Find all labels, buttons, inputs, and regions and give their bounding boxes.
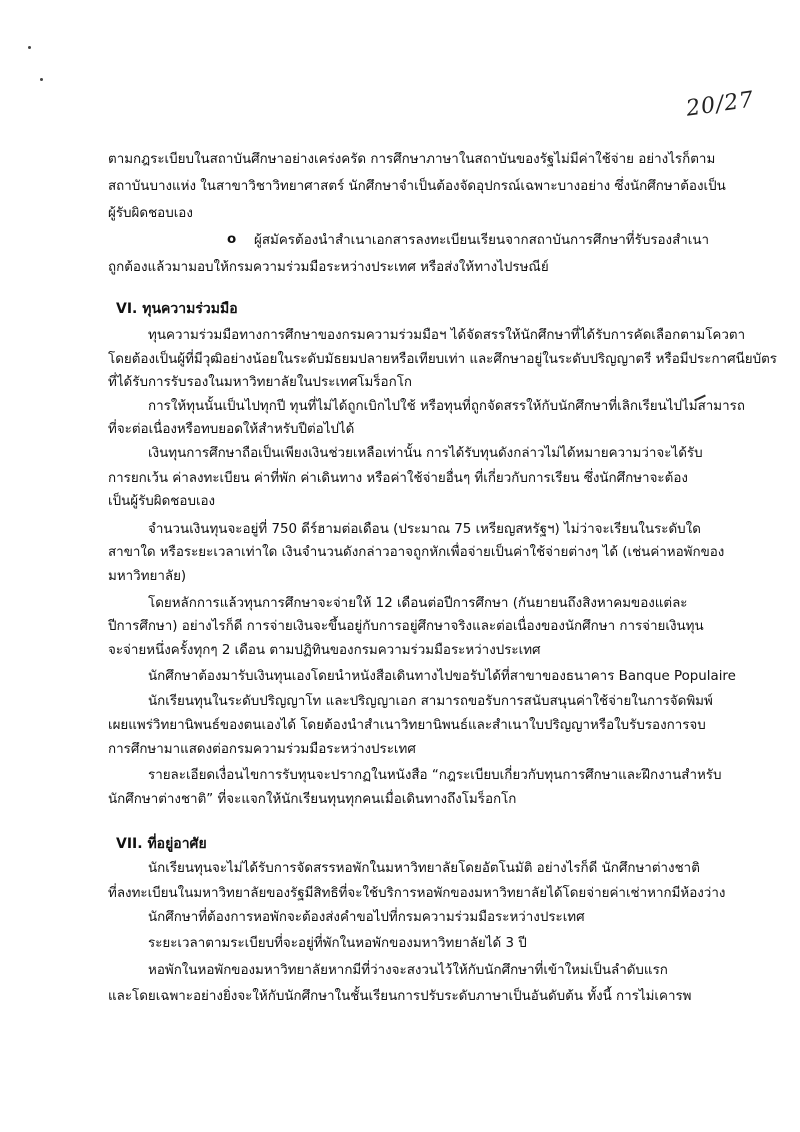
- text-line: จะจ่ายหนึ่งครั้งทุกๆ 2 เดือน ตามปฏิทินของกรมความร่วมมือระหว่างประเทศ: [108, 643, 541, 658]
- text-line: นักเรียนทุนจะไม่ได้รับการจัดสรรหอพักในมหาวิทยาลัยโดยอัตโนมัติ อย่างไรก็ดี นักศึกษาต่างชาติ: [148, 861, 700, 876]
- text-line: นักศึกษาที่ต้องการหอพักจะต้องส่งคำขอไปที่กรมความร่วมมือระหว่างประเทศ: [148, 910, 585, 925]
- text-line: โดยต้องเป็นผู้ที่มีวุฒิอย่างน้อยในระดับมัธยมปลายหรือเทียบเท่า และศึกษาอยู่ในระดับปริญญาตรี หรือมีประกาศนียบัตร: [108, 352, 777, 367]
- text-line: ที่ได้รับการรับรองในมหาวิทยาลัยในประเทศโมร็อกโก: [108, 375, 413, 390]
- text-line: การศึกษามาแสดงต่อกรมความร่วมมือระหว่างประเทศ: [108, 742, 416, 757]
- text-line: มหาวิทยาลัย): [108, 569, 187, 584]
- text-line: ถูกต้องแล้วมามอบให้กรมความร่วมมือระหว่างประเทศ หรือส่งให้ทางไปรษณีย์: [108, 260, 549, 275]
- text-line: และโดยเฉพาะอย่างยิ่งจะให้กับนักศึกษาในชั้นเรียนการปรับระดับภาษาเป็นอันดับต้น ทั้งนี้ การไม่เคารพ: [108, 989, 692, 1004]
- bullet-symbol: o: [227, 232, 237, 247]
- text-line: การยกเว้น ค่าลงทะเบียน ค่าที่พัก ค่าเดินทาง หรือค่าใช้จ่ายอื่นๆ ที่เกี่ยวกับการเรียน ซึ่งนักศึกษาจะต้อง: [108, 471, 688, 486]
- text-line: ตามกฎระเบียบในสถาบันศึกษาอย่างเคร่งครัด การศึกษาภาษาในสถาบันของรัฐไม่มีค่าใช้จ่าย อย่างไรก็ตาม: [108, 152, 716, 167]
- text-line: นักศึกษาต้องมารับเงินทุนเองโดยนำหนังสือเดินทางไปขอรับได้ที่สาขาของธนาคาร Banque Populaire: [148, 669, 736, 684]
- page-number: 20/27: [684, 87, 756, 122]
- text-line: จำนวนเงินทุนจะอยู่ที่ 750 ดีร์ฮามต่อเดือน (ประมาณ 75 เหรียญสหรัฐฯ) ไม่ว่าจะเรียนในระดับใด: [148, 522, 701, 537]
- text-line: ที่จะต่อเนื่องหรือทบยอดให้สำหรับปีต่อไปได้: [108, 422, 355, 437]
- text-line: โดยหลักการแล้วทุนการศึกษาจะจ่ายให้ 12 เดือนต่อปีการศึกษา (กันยายนถึงสิงหาคมของแต่ละ: [148, 596, 688, 611]
- text-line: สาขาใด หรือระยะเวลาเท่าใด เงินจำนวนดังกล่าวอาจถูกหักเพื่อจ่ายเป็นค่าใช้จ่ายต่างๆ ได้ (เช่นค่าหอพักของ: [108, 545, 725, 560]
- text-line: ที่ลงทะเบียนในมหาวิทยาลัยของรัฐมีสิทธิที่จะใช้บริการหอพักของมหาวิทยาลัยได้โดยจ่ายค่าเช่าหากมีห้องว่าง: [108, 886, 726, 901]
- scan-speck: [28, 46, 31, 49]
- text-line: เป็นผู้รับผิดชอบเอง: [108, 494, 216, 509]
- text-line: นักเรียนทุนในระดับปริญญาโท และปริญญาเอก สามารถขอรับการสนับสนุนค่าใช้จ่ายในการจัดพิมพ์: [148, 694, 713, 709]
- text-line: นักศึกษาต่างชาติ” ที่จะแจกให้นักเรียนทุนทุกคนเมื่อเดินทางถึงโมร็อกโก: [108, 792, 517, 807]
- text-line: สถาบันบางแห่ง ในสาขาวิชาวิทยาศาสตร์ นักศึกษาจำเป็นต้องจัดอุปกรณ์เฉพาะบางอย่าง ซึ่งนักศึกษาต้องเป็น: [108, 179, 726, 194]
- text-line: เผยแพร่วิทยานิพนธ์ของตนเองได้ โดยต้องนำสำเนาวิทยานิพนธ์และสำเนาใบปริญญาหรือใบรับรองการจบ: [108, 718, 706, 733]
- text-line: รายละเอียดเงื่อนไขการรับทุนจะปรากฏในหนังสือ “กฎระเบียบเกี่ยวกับทุนการศึกษาและฝึกงานสำหรับ: [148, 768, 722, 783]
- text-line: การให้ทุนนั้นเป็นไปทุกปี ทุนที่ไม่ได้ถูกเบิกไปใช้ หรือทุนที่ถูกจัดสรรให้กับนักศึกษาที่เลิกเรียนไปไม่สามารถ: [148, 399, 745, 414]
- text-line: เงินทุนการศึกษาถือเป็นเพียงเงินช่วยเหลือเท่านั้น การได้รับทุนดังกล่าวไม่ได้หมายความว่าจะได้รับ: [148, 446, 703, 461]
- scan-speck: [40, 78, 43, 81]
- text-line: ทุนความร่วมมือทางการศึกษาของกรมความร่วมมือฯ ได้จัดสรรให้นักศึกษาที่ได้รับการคัดเลือกตามโควตา: [148, 328, 746, 343]
- text-line: หอพักในหอพักของมหาวิทยาลัยหากมีที่ว่างจะสงวนไว้ให้กับนักศึกษาที่เข้าใหม่เป็นลำดับแรก: [148, 963, 668, 978]
- section-heading: VI. ทุนความร่วมมือ: [116, 301, 238, 317]
- text-line: ปีการศึกษา) อย่างไรก็ดี การจ่ายเงินจะขึ้นอยู่กับการอยู่ศึกษาจริงและต่อเนื่องของนักศึกษา การจ่ายเงินทุน: [108, 619, 704, 634]
- text-line: ผู้รับผิดชอบเอง: [108, 206, 193, 221]
- text-line: ระยะเวลาตามระเบียบที่จะอยู่ที่พักในหอพักของมหาวิทยาลัยได้ 3 ปี: [148, 936, 527, 951]
- section-heading: VII. ที่อยู่อาศัย: [116, 836, 207, 852]
- text-line: ผู้สมัครต้องนำสำเนาเอกสารลงทะเบียนเรียนจากสถาบันการศึกษาที่รับรองสำเนา: [254, 233, 710, 248]
